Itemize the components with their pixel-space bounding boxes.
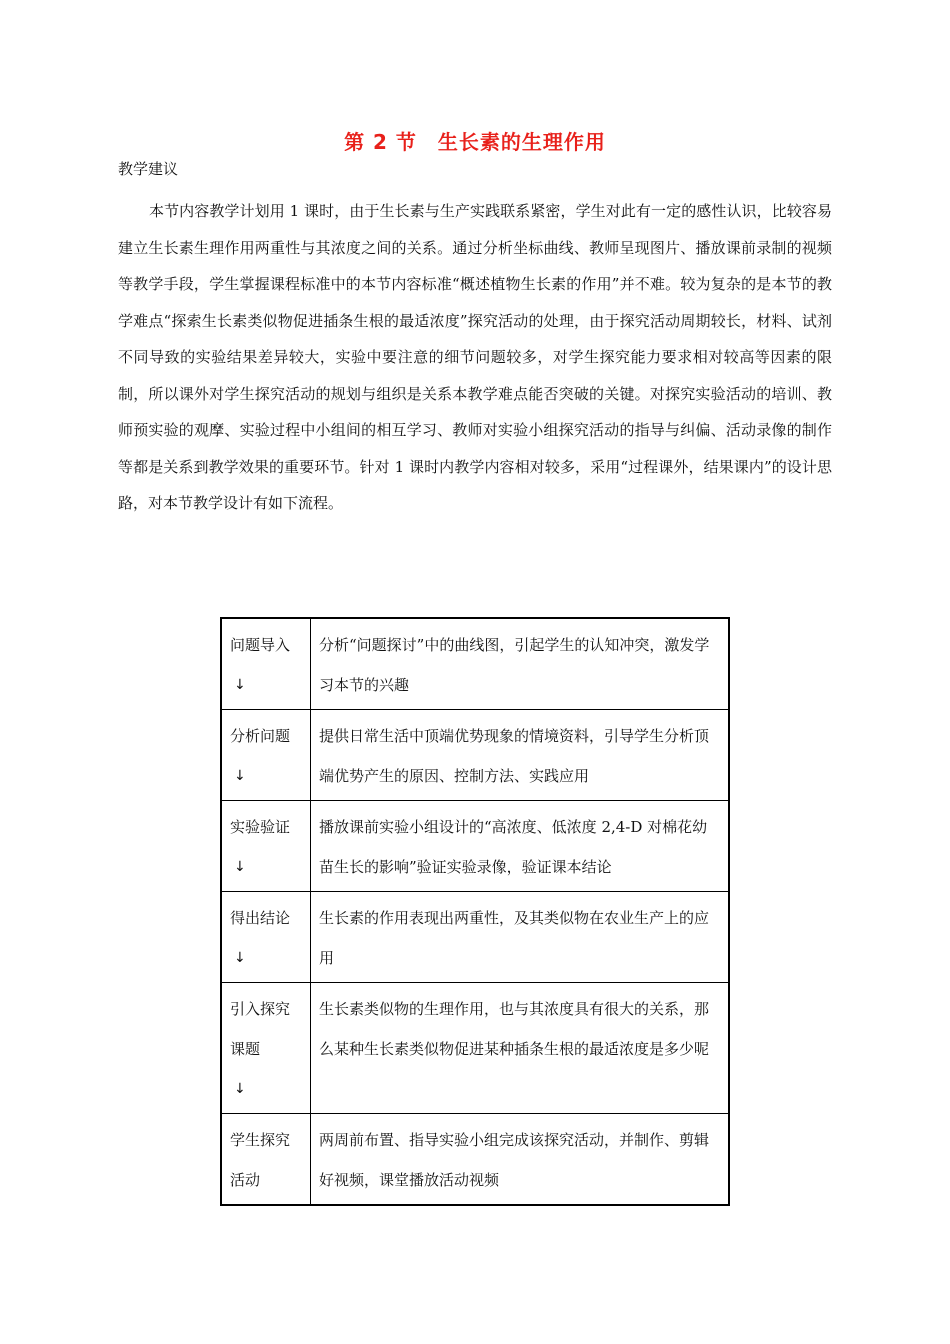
flow-step-cell [221,710,311,801]
flow-desc: 播放课前实验小组设计的“高浓度、低浓度 2,4-D 对棉花幼苗生长的影响”验证实验录像，验证课本结论 [311,801,730,892]
flow-row [221,710,729,801]
down-arrow-icon: ↓ [234,950,246,966]
flow-desc: 提供日常生活中顶端优势现象的情境资料，引导学生分析顶端优势产生的原因、控制方法、实践应用 [311,710,730,801]
flow-step-cell [221,892,311,983]
flow-step-name: 问题导入 [230,636,291,654]
flow-row [221,618,729,710]
down-arrow-icon: ↓ [234,859,246,875]
flow-row [221,1114,729,1206]
flow-step-cell [221,801,311,892]
flow-step-name: 学生探究活动 [230,1131,291,1189]
flow-step-cell [221,983,311,1114]
section-label: 教学建议 [118,160,179,178]
flow-desc: 生长素类似物的生理作用，也与其浓度具有很大的关系，那么某种生长素类似物促进某种插条生根的最适浓度是多少呢 [311,983,730,1114]
flow-step-name: 引入探究课题 [230,1000,291,1058]
flow-step-name: 分析问题 [230,727,291,745]
intro-paragraph: 本节内容教学计划用 1 课时，由于生长素与生产实践联系紧密，学生对此有一定的感性认识，比较容易建立生长素生理作用两重性与其浓度之间的关系。通过分析坐标曲线、教师呈现图片、播放课前录制的视频等教学手段，学生掌握课程标准中的本节内容标准“概述植物生长素的作用”并不难。较为复杂的是本节的教学难点“探索生长素类似物促进插条生根的最适浓度”探究活动的处理，由于探究活动周期较长，材料、试剂不同导致的实验结果差异较大，实验中要注意的细节问题较多，对学生探究能力要求相对较高等因素的限制，所以课外对学生探究活动的规划与组织是关系本教学难点能否突破的关键。对探究实验活动的培训、教师预实验的观摩、实验过程中小组间的相互学习、教师对实验小组探究活动的指导与纠偏、活动录像的制作等都是关系到教学效果的重要环节。针对 1 课时内教学内容相对较多，采用“过程课外，结果课内”的设计思路，对本节教学设计有如下流程。 [118,202,832,512]
down-arrow-icon: ↓ [234,1081,246,1097]
flow-step-cell [221,1114,311,1206]
page-title: 第 2 节 生长素的生理作用 [344,130,606,154]
teaching-flow-table [220,617,730,1206]
down-arrow-icon: ↓ [234,677,246,693]
flow-desc: 分析“问题探讨”中的曲线图，引起学生的认知冲突，激发学习本节的兴趣 [311,618,730,710]
flow-row [221,801,729,892]
flow-desc: 两周前布置、指导实验小组完成该探究活动，并制作、剪辑好视频，课堂播放活动视频 [311,1114,730,1206]
down-arrow-icon: ↓ [234,768,246,784]
flow-row [221,983,729,1114]
flow-step-cell [221,618,311,710]
flow-step-name: 得出结论 [230,909,291,927]
flow-step-name: 实验验证 [230,818,291,836]
flow-desc: 生长素的作用表现出两重性，及其类似物在农业生产上的应用 [311,892,730,983]
flow-row [221,892,729,983]
